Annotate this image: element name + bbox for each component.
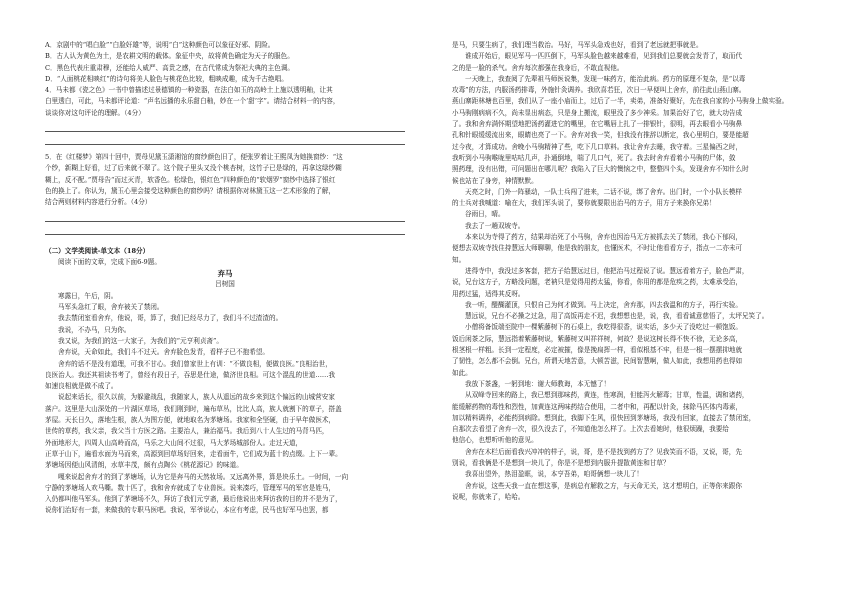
paragraph-line: 嘎来说起舍弃才的到了茅塘场，认为它是奔马的天然妆场。又远离外界，算是块乐土。一时间，一向 bbox=[58, 472, 349, 481]
section-header: （二）文学类阅读-单文本（18分） bbox=[45, 246, 150, 255]
paragraph-line: 我放下茶盏，一躬到地：谢大师教诲，本无憾了！ bbox=[465, 379, 611, 388]
paragraph-line: 小马驹刚病病不久，尚未显出病态，只是身上搬流，眼里没了多少神采。加果治好了它，就大功告成 bbox=[452, 108, 743, 117]
paragraph-line: 别说，看我俩是不是想到一块儿了，你是不是想到内服升提散黄连和甘草？ bbox=[452, 458, 670, 467]
question-5 bbox=[45, 152, 405, 208]
paragraph-line: 过今夜，才算成功。舍晚小马驹精神了些，吃下几口草料。我让舍弃去睡，我守着。三星偏西之时， bbox=[452, 142, 743, 151]
paragraph-line: 照药理，没有出错，可问题出在哪儿呢？我陷入了巨大的懊恼之中，整整四个头，发现舍弃不知什么时 bbox=[452, 165, 749, 174]
paragraph-line: 之的是一脸的杀气。舍弃每次都强在我身后，不敢直视他。 bbox=[452, 63, 624, 72]
answer-line bbox=[45, 133, 405, 145]
paragraph-line: 用药过猛，适得其反呀。 bbox=[452, 289, 525, 298]
question-text-line: 白里透白，可此，马未都评论道：“声名远播的永乐甜白釉，妙在一个‘甜’字”。请结合材料一的内容， bbox=[45, 97, 340, 106]
section-instruction: 阅读下面的文章，完成下面6-9题。 bbox=[58, 257, 161, 266]
paragraph-line: 便想去双坡寺找住持慧远大师聊聊，他是我的朋友，也懂医术，不时让他看看方子，指点一二亦未可 bbox=[452, 244, 743, 253]
paragraph-line: 马军头急红了眼，舍弃被关了禁闭。 bbox=[58, 303, 164, 312]
paragraph-line: 舍弃说，天命如此，我们斗不过天。舍弃脸色发青，看样子已不抱希望。 bbox=[58, 348, 269, 357]
paragraph-line: 他信心，也想听听他的意见。 bbox=[452, 436, 538, 445]
paragraph-line: 自那次去看望了舍弃一次，很久没去了，不知道他怎么样了。上次去看她时，他很烦躁，我要给 bbox=[452, 425, 729, 434]
answer-line bbox=[45, 120, 405, 132]
paragraph-line: 我喜出望外，热泪盈眶，说，本亨吾弟，咱哥俩想一块儿了！ bbox=[465, 470, 644, 479]
paragraph-line: 天亮之时，门外一阵骚动，一队士兵闯了进来，二话不说，绑了舍弃。出门时，一个小队长模样 bbox=[465, 187, 742, 196]
paragraph-line: 茅塘场因便山风清朗，水草丰茂，颇有点陶公《桃花源记》的味道。 bbox=[45, 461, 243, 470]
paragraph-line: 加以精料调养，必能药到病除。想到此，我脚下生风，很快回到茅塘场，我没有回家，直接去了禁闭室， bbox=[452, 413, 756, 422]
paragraph-line: 茅屋。天长日久，落地生根，族人为图方便，就地取名为茅塘场。我家和全坚硬，由于早年做医术， bbox=[45, 416, 336, 425]
paragraph-line: 落户。这里是大山深处的一片湖区草场，我们刚到时，遍布草丛，比比人高，族人就割下的草子，搭盖 bbox=[45, 404, 342, 413]
question-text-line: 个纱，新糊上好看，过了后来就不翠了。这个院子里头又没个桃杏树，这竹子已是绿的，再拿这绿纱糊 bbox=[45, 164, 342, 173]
paragraph-line: 说起来话长，很久以前，为躲避战乱，我随家人，族人从遥远的故乡来到这个偏远的山城营安家 bbox=[58, 393, 335, 402]
paragraph-line: 本来以为寺得了药方，结果却治死了小马驹，舍弃也因治马无方被抓去关了禁闭，我心下郁闷， bbox=[465, 233, 742, 242]
paragraph-line: 我说，不办马，只为你。 bbox=[58, 325, 131, 334]
question-text-line: 谈谈你对这句评论的理解。（4分） bbox=[45, 108, 145, 117]
paragraph-line: 寒露日，午后，阴。 bbox=[58, 291, 118, 300]
story-author: 吕树国 bbox=[215, 280, 235, 289]
paragraph-line: 我去了一趟双坡寺。 bbox=[465, 221, 525, 230]
paragraph-line: 慧远说，兄台不必操之过急，用了高饭再走不迟，我想想也是，说，我，看看诚意慈悟了，太坪兄笑了。 bbox=[465, 312, 769, 321]
question-3-options bbox=[45, 40, 405, 85]
paragraph-line: 我去禁闭室看舍弃，他说，哥，算了，我们已经尽力了，我们斗不过渣渣的。 bbox=[58, 314, 283, 323]
question-text-line: 色的换上了。你认为，黛玉心里会接受这种颜色的窗纱吗？请根据你对林黛玉这一艺术形象的了解， bbox=[45, 186, 336, 195]
paragraph-line: 舍弃在木栏后面看我兴冲冲的样子，说，哥，是不是找到药方了？见我笑而不语，又说，哥，先 bbox=[465, 447, 742, 456]
right-column bbox=[452, 40, 814, 503]
question-text-line: 结合两则材料内容进行分析。（4分） bbox=[45, 198, 152, 207]
paragraph-line: 一天晚上，我查阅了先辈祖马师医说集，发现一味药方，能治此病。药方的原理不复杂，是“以毒 bbox=[465, 74, 746, 83]
answer-option: A．京剧中的“唱白脸”“白脸奸雄”等，说明“白”这种颜色可以象征好邪、阴险。 bbox=[45, 41, 275, 49]
story-body-continued bbox=[452, 40, 814, 503]
paragraph-line: 良医治人。我还其祖读书考了，曾经有段日子，吞思是仕途，做济世良相。可这个混乱的世道……我 bbox=[45, 370, 336, 379]
paragraph-line: 攻毒”的方法，内服汤药排毒，外施针灸调养。我欣喜若狂，次日一早便叫上舍弃，前往此山燕山寨。 bbox=[452, 86, 746, 95]
paragraph-line: 小僧将备饭端至院中一棵紫藤树下的石桌上，我吃得很香，说实话，多少天了没吃过一顿饱饭。 bbox=[465, 323, 742, 332]
paragraph-line: 了。我和舍弃满怀期望地把汤药灌进它的嘴里，在它嘴唇上扎了一排银针，很明，再去眼看小马驹鼻 bbox=[452, 120, 743, 129]
paragraph-line: 候也站在了身旁，神情默默。 bbox=[452, 176, 538, 185]
question-text-line: 4．马未都《瓷之色》一书中曾描述过景德镇的一种瓷器，在法白如玉的高岭土上施以透明釉，让其 bbox=[45, 86, 333, 95]
answer-line bbox=[45, 223, 405, 235]
paragraph-line: 正草于山下，遍看水面为马而来，高源到回草场好回来，走看面牛，它们成为蓝十的点缀。上下一辈。 bbox=[45, 449, 342, 458]
paragraph-line: 如此。 bbox=[452, 368, 472, 377]
paragraph-line: 从双峰寺回来的路上，我已想到那味药，黄连，性寒润，但能泻火解毒；甘草，性温，调和诸药， bbox=[465, 391, 749, 400]
paragraph-line: 根茎根一样粗。长到一定程度，必定被摧，像是挽扁挥一样，看似根基不牢，但是一根一摆摆抑地就 bbox=[452, 346, 743, 355]
question-text-line: 糊上，反不配。”贾母告“而过灭青，软香色。松绿色，银红色”四种颜色的“软烟罗”窗纱中选择了银红 bbox=[45, 175, 336, 184]
answer-option: C．黑色代表庄重肃穆，还能给人威严、高贵之感，在古代常成为祭祀大典的主色调。 bbox=[45, 63, 295, 72]
paragraph-line: 饭后闲茶之际，慧远指着紫藤树说，紫藤树又叫祥祥树，何故？是说这树长得不快不徐，无论多高， bbox=[452, 334, 743, 343]
paragraph-line: 说你们治好有一套，来做我的专职马医吧。我说，军爷说心，本应有考虑，民马也好军马也罢，都 bbox=[45, 506, 329, 515]
paragraph-line: 了韧性，怎么都不会倒。兄台，所谓天地苦意，大顿苦滋，民间智慧啊，做人如此，我想用药也得如 bbox=[452, 357, 743, 366]
paragraph-line: 谁成开始后，眼见军马一匹匹倒下，马军头脸色越来越难看，见到我们总要就会发青了，取而代 bbox=[465, 52, 742, 61]
paragraph-line: 的士兵对我喊道：喻在大，我们军头说了，要你就要限出治马的方子，用方子来换你兄弟！ bbox=[452, 199, 716, 208]
paragraph-line: 燕山寨距林塘也百里，我们从了一座小庙而上，过后了一半，卖弟，准备好聚好，先在我自家的小马驹身上做实验。 bbox=[452, 97, 789, 106]
paragraph-line: 知。 bbox=[452, 255, 466, 264]
paragraph-line: 孔和针眼缓缓流出来，眼睛也亮了一下。舍弃对我一笑，但我没有推辞以断定，我心里明白，要是能超 bbox=[452, 131, 749, 140]
paragraph-line: 谷雨日，晴。 bbox=[465, 210, 505, 219]
question-text-line: 5．在《红楼梦》第四十回中，贾母见黛玉潇湘馆的窗纱颜色旧了，便张罗着让王熙凤为她换窗纱：“这 bbox=[45, 153, 343, 162]
paragraph-line: 我听到小马驹喉咙里咕咕几声，扑通倒地，喘了几口气，死了。我去时舍弃看着小马驹的尸体，敛 bbox=[452, 153, 736, 162]
paragraph-line: 舍弃的话不是没有道理，可我不甘心。我们曾家世上有训：“不做良相，便做良医。”良相治世， bbox=[58, 359, 332, 368]
paragraph-line: 能缓解药物的毒性和烈性，加黄连这两味药结合使用，二者中和，再配以针灸，抹除马匹体内毒素， bbox=[452, 402, 743, 411]
question-4 bbox=[45, 85, 405, 119]
paragraph-line: 说呢，你就来了，哈哈。 bbox=[452, 492, 525, 501]
story-body bbox=[45, 291, 405, 517]
answer-line bbox=[45, 210, 405, 222]
paragraph-line: 是马，只要生病了，我们理当救治。马好，马军头急戏也好，看到了老远就把事就是。 bbox=[452, 41, 703, 49]
paragraph-line: 说，兄台这方子，方略没问题，老衲只是觉得用药太猛，你看，你用的都是危疾之药，太难承受治， bbox=[452, 278, 743, 287]
paragraph-line: 世传的草药，我父亲，我父当十方医之路。主要治人，兼治福马。我后到八十人生过的马背马匹， bbox=[45, 427, 329, 436]
paragraph-line: 入仍都叫他马军头。他到了茅塘场不久，拜访了我们元亨斋，最后他说出来拜访我的目的并不是为了， bbox=[45, 495, 342, 504]
paragraph-line: 我一听，醍醐灌顶，只恨自己为何才做到。马上决定，舍弃那，四去我温和的方子，再行实验。 bbox=[465, 300, 742, 309]
paragraph-line: 宁静的茅塘场人欢马嘶。数十匹了，我和舍弃就成了专业兽医。说来凑巧，管理军马的军官是姓马， bbox=[45, 483, 336, 492]
paragraph-line: 进得寺中，我没过多客套，把方子给慧远过目，他把治马过程说了说。慧远看着方子，脸色严肃， bbox=[465, 266, 749, 275]
paragraph-line: 如速良相就是做不成了。 bbox=[45, 382, 118, 391]
paragraph-line: 我又说，为我们的这一大家子，为我们的“元亨利贞斋”。 bbox=[58, 336, 223, 345]
answer-option: B．古人认为黄色为土，是农耕文明的载体。象征中央，故将黄色确定为天子的服色。 bbox=[45, 52, 294, 61]
paragraph-line: 外面地形大，四周人山高岭而高，马乐之大山间不过很，马大茅场城部份人。走过天道， bbox=[45, 438, 303, 447]
paragraph-line: 舍弃说，这些天我一直在想这事，是病总有解救之方，与天命无关，这才想明白，正等你来跟你 bbox=[465, 481, 742, 490]
story-title: 弃马 bbox=[217, 269, 233, 279]
left-column bbox=[45, 40, 405, 517]
answer-option: D．“人面桃花相映红”的诗句将美人脸色与桃花色比较，粗映成趣，成为千古绝唱。 bbox=[45, 74, 288, 83]
